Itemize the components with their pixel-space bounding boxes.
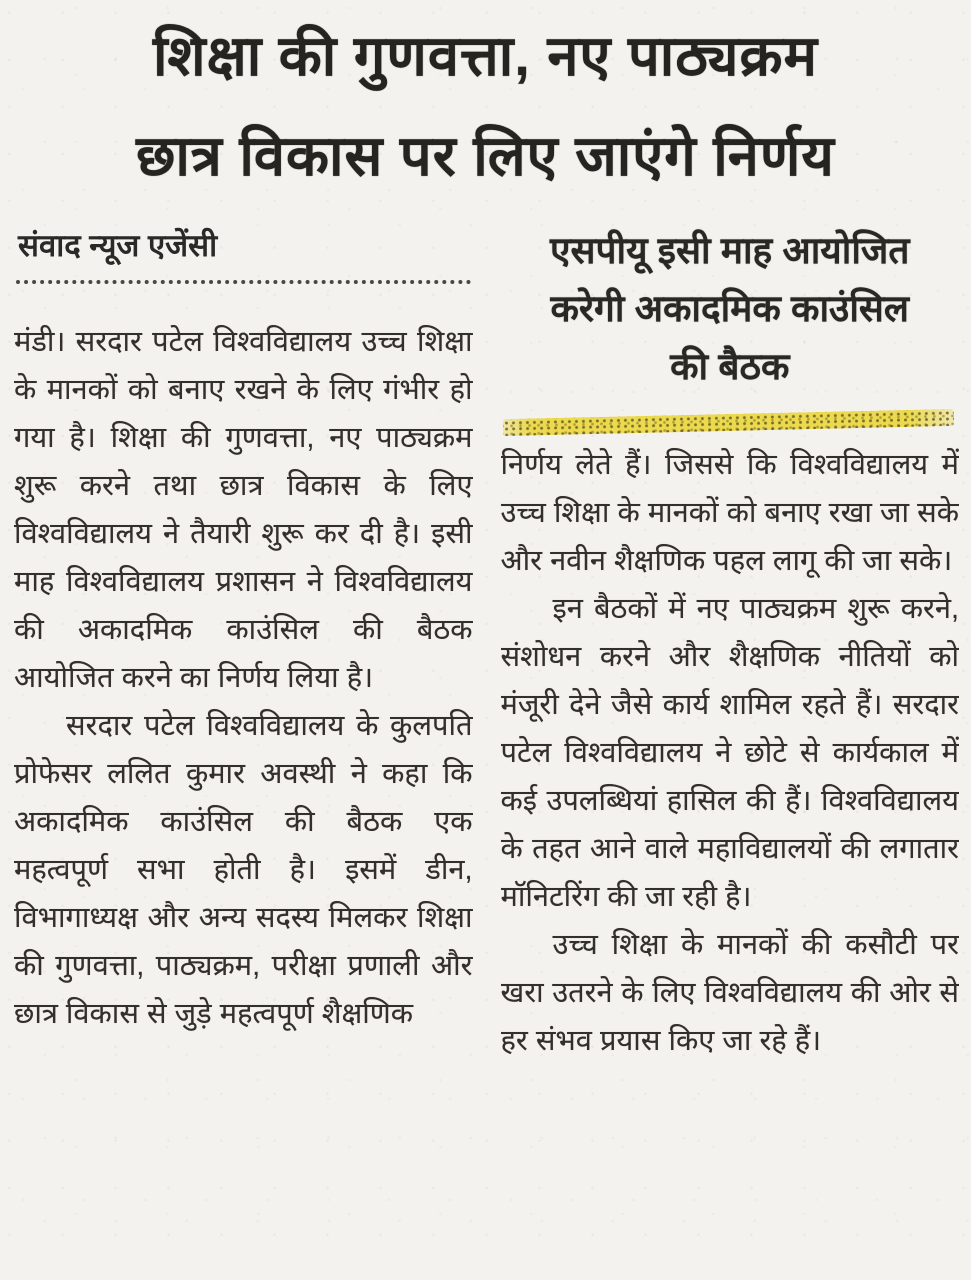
- article-paragraph: इन बैठकों में नए पाठ्यक्रम शुरू करने, संशोधन करने और शैक्षणिक नीतियों को मंजूरी देने जैसे कार्य शामिल रहते हैं। सरदार पटेल विश्वविद्यालय ने छोटे से कार्यकाल में कई उपलब्धियां हासिल की हैं। विश्वविद्यालय के तहत आने वाले महाविद्यालयों की लगातार मॉनिटरिंग की जा रही है।: [500, 593, 959, 913]
- yellow-highlighter-rule: [502, 409, 953, 436]
- article-headline: [0, 0, 971, 206]
- headline-line-2: छात्र विकास पर लिए जाएंगे निर्णय: [136, 124, 835, 187]
- article-paragraph: मंडी। सरदार पटेल विश्वविद्यालय उच्च शिक्षा के मानकों को बनाए रखने के लिए गंभीर हो गया है। शिक्षा की गुणवत्ता, नए पाठ्यक्रम शुरू करने तथा छात्र विकास के लिए विश्वविद्यालय ने तैयारी शुरू कर दी है। इसी माह विश्वविद्यालय प्रशासन ने विश्वविद्यालय की अकादमिक काउंसिल की बैठक आयोजित करने का निर्णय लिया है।: [14, 326, 473, 694]
- sub-headline: [501, 220, 960, 396]
- byline-dotted-rule: [16, 280, 471, 284]
- byline: संवाद न्यूज एजेंसी: [18, 228, 218, 263]
- article-paragraph: सरदार पटेल विश्वविद्यालय के कुलपति प्रोफेसर ललित कुमार अवस्थी ने कहा कि अकादमिक काउंसिल की बैठक एक महत्वपूर्ण सभा होती है। इसमें डीन, विभागाध्यक्ष और अन्य सदस्य मिलकर शिक्षा की गुणवत्ता, पाठ्यक्रम, परीक्षा प्रणाली और छात्र विकास से जुड़े महत्वपूर्ण शैक्षणिक: [14, 710, 473, 1030]
- sub-headline-line-1: एसपीयू इसी माह आयोजित: [550, 230, 910, 271]
- article-paragraph: उच्च शिक्षा के मानकों की कसौटी पर खरा उतरने के लिए विश्वविद्यालय की ओर से हर संभव प्रयास किए जा रहे हैं।: [500, 929, 959, 1057]
- article-columns: [0, 206, 971, 1278]
- headline-line-1: शिक्षा की गुणवत्ता, नए पाठ्यक्रम: [153, 24, 818, 87]
- sub-headline-line-3: की बैठक: [670, 346, 790, 387]
- article-paragraph: निर्णय लेते हैं। जिससे कि विश्वविद्यालय में उच्च शिक्षा के मानकों को बनाए रखा जा सके और नवीन शैक्षणिक पहल लागू की जा सके।: [500, 449, 959, 577]
- left-column: [14, 220, 473, 1278]
- right-column-body: [501, 441, 960, 1065]
- left-column-body: [14, 310, 473, 1038]
- right-column: [501, 220, 960, 1278]
- sub-headline-line-2: करेगी अकादमिक काउंसिल: [550, 288, 910, 329]
